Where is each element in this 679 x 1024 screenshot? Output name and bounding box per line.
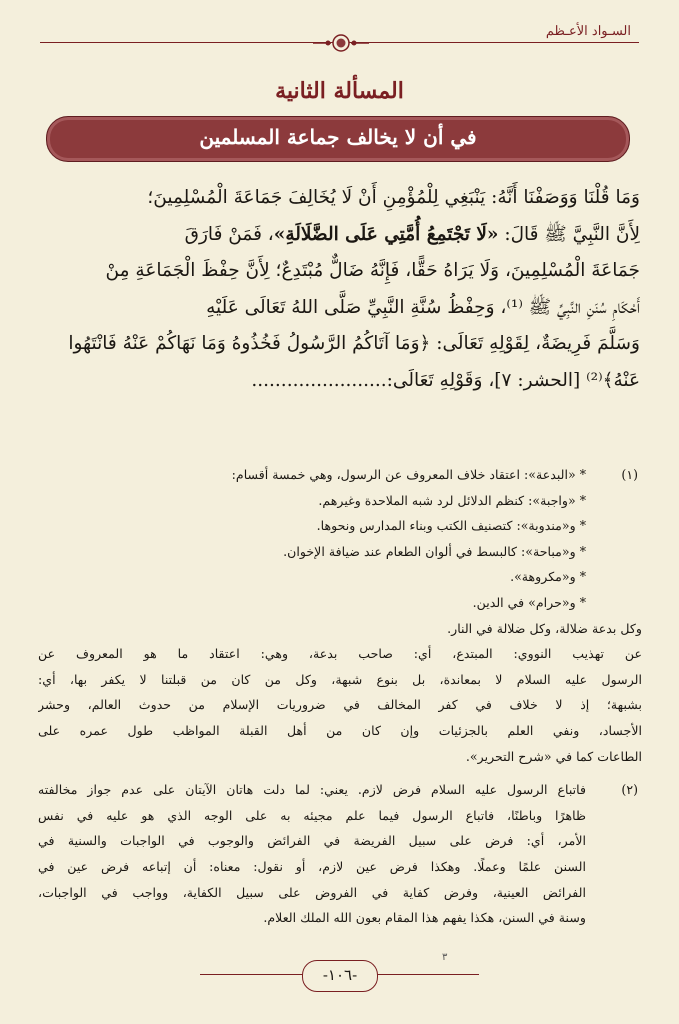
- printer-signature: ٣: [442, 952, 448, 963]
- footnote-line: ظاهرًا وباطنًا، فاتباع الرسول فيما علم مجيئه به على الوجه الذي هو عليه في نفس: [38, 807, 586, 823]
- main-text: [38, 180, 640, 399]
- footnote-number: (٢): [621, 782, 638, 798]
- footnote-line: * و«مباحة»: كالبسط في ألوان الطعام عند ضيافة الإخوان.: [283, 543, 586, 559]
- footnote-line: وكل بدعة ضلالة، وكل ضلالة في النار.: [447, 620, 642, 636]
- continuation-dots: .......................: [251, 369, 387, 391]
- running-title: السـواد الأعـظم: [545, 24, 631, 39]
- footnote-line: السنن علمًا وعملًا. وهكذا فرض عين لازم، أو نقول: معناه: أن إتباعه فرض عين في: [38, 858, 586, 874]
- footnote-line: الطاعات كما في «شرح التحرير».: [465, 748, 642, 764]
- footnote-line: فاتباع الرسول عليه السلام فرض لازم. يعني: لما دلت هاتان الآيتان على عدم جواز مخالفته: [38, 782, 586, 798]
- main-line: أَحْكَامِ سُنَنِ النَّبِيِّ ﷺ ⁽¹⁾، وَحِفْظُ سُنَّةِ النَّبِيِّ صَلَّى اللهُ تَعَالَى عَلَيْهِ: [206, 296, 640, 318]
- footnote-line: الأجساد، ونفي العلم بالجزئيات وإن كان من أهل القبلة المواظب طول عمره على: [38, 722, 642, 738]
- main-line-part: ⁽²⁾ [الحشر: ٧]، وَقَوْلِهِ تَعَالَى:: [386, 369, 603, 391]
- footnote-line: * «واجبة»: كنظم الدلائل لرد شبه الملاحدة وغيرهم.: [318, 492, 586, 508]
- footnote-line: عن تهذيب النووي: المبتدع، أي: صاحب بدعة، وهي: اعتقاد ما هو المعروف عن: [38, 646, 642, 662]
- page-number: -١٠٦-: [322, 966, 358, 984]
- main-line-part: ، فَمَنْ فَارَقَ: [184, 223, 274, 245]
- footnote-2: [38, 777, 642, 931]
- section-banner-text: في أن لا يخالف جماعة المسلمين: [199, 125, 477, 149]
- footnote-line: الرسول عليه السلام لا بمعاندة، بل بنوع شبهة، وكل من كان من قبلتنا لا يكفر بها، أي:: [38, 671, 642, 687]
- footnote-line: بشبهة؛ إذ لا خلاف في كفر المخالف في ضروريات الإسلام من حدوث العالم، وحشر: [38, 697, 642, 713]
- quran-quote: ﴿وَمَا آتَاكُمُ الرَّسُولُ فَخُذُوهُ وَمَا نَهَاكُمْ عَنْهُ فَانْتَهُوا: [68, 333, 431, 354]
- section-banner: [46, 116, 630, 162]
- main-line-part: وَسَلَّمَ فَرِيضَةٌ، لِقَوْلِهِ تَعَالَى:: [430, 333, 640, 354]
- footnote-number: (١): [621, 467, 638, 482]
- hadith-quote: «لَا تَجْتَمِعُ أُمَّتِي عَلَى الضَّلَالَةِ»: [273, 223, 499, 245]
- footnote-line: الأمر، أي: فرض على سبيل الفريضة في الفرائض والوجوب في الواجبات والسنية في: [38, 833, 586, 849]
- main-line: جَمَاعَةَ الْمُسْلِمِينَ، وَلَا يَرَاهُ حَقًّا، فَإِنَّهُ ضَالٌّ مُبْتَدِعٌ؛ لِأَنَّ حِفْظَ الْجَمَاعَةِ مِنْ: [105, 260, 640, 281]
- header-ornament-icon: [313, 32, 369, 54]
- footnote-line: * و«مندوبة»: كتصنيف الكتب وبناء المدارس ونحوها.: [316, 518, 586, 534]
- footnote-line: وسنة في السنن، هكذا يفهم هذا المقام بعون الله الملك العلام.: [263, 910, 586, 926]
- footnote-line: * و«حرام» في الدين.: [472, 594, 586, 610]
- quran-quote: عَنْهُ﴾: [602, 369, 640, 391]
- footnote-line: * «البدعة»: اعتقاد خلاف المعروف عن الرسول، وهي خمسة أقسام:: [231, 467, 586, 482]
- footnote-line: * و«مكروهة».: [510, 569, 586, 585]
- section-heading: المسألة الثانية: [275, 78, 404, 104]
- page-number-box: [302, 960, 378, 992]
- main-line: وَمَا قُلْنَا وَوَصَفْنَا أَنَّهُ: يَنْبَغِي لِلْمُؤْمِنِ أَنْ لَا يُخَالِفَ جَمَاعَةَ الْمُسْلِمِينَ؛: [147, 187, 640, 208]
- main-line: [38, 363, 640, 400]
- main-line: [38, 326, 640, 363]
- main-line-part: لِأَنَّ النَّبِيَّ ﷺ قَالَ:: [498, 223, 640, 245]
- footnotes: [38, 462, 642, 931]
- main-line: [38, 217, 640, 254]
- footnote-line: الفرائض العينية، وفرض كفاية في الفروض على سبيل الكفاية، وواجب في الواجبات،: [38, 884, 586, 900]
- footnote-1: [38, 462, 642, 769]
